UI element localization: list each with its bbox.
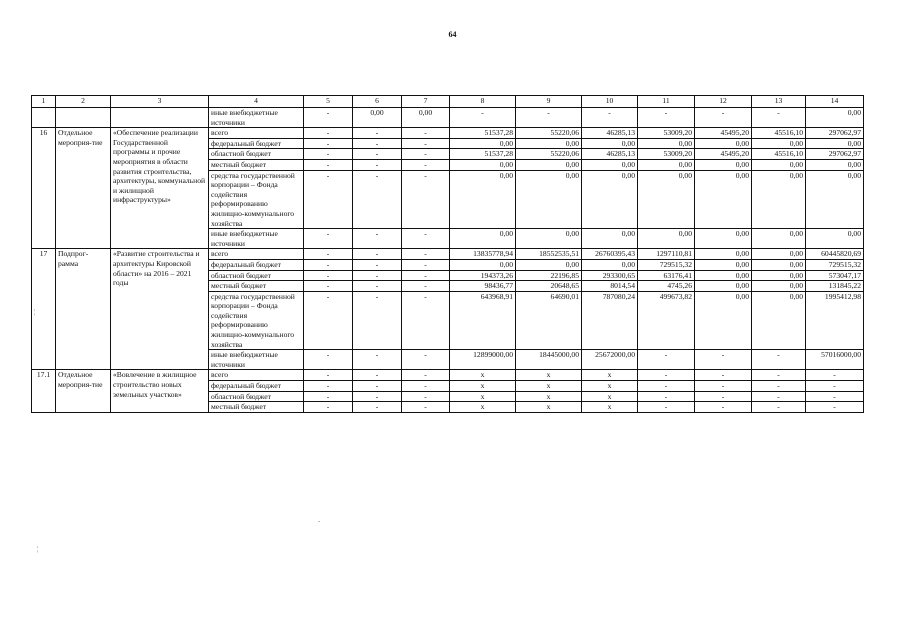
- funding-source: федеральный бюджет: [209, 138, 304, 149]
- item-number: 17: [32, 249, 56, 370]
- value-cell: -: [638, 391, 695, 402]
- value-cell: -: [402, 149, 450, 160]
- value-cell: 25672000,00: [582, 350, 638, 370]
- column-header: 1: [32, 96, 56, 108]
- value-cell: 787080,24: [582, 291, 638, 350]
- value-cell: 643968,91: [450, 291, 516, 350]
- value-cell: -: [638, 381, 695, 392]
- value-cell: -: [402, 229, 450, 249]
- value-cell: 0,00: [516, 259, 582, 270]
- value-cell: -: [695, 370, 752, 381]
- value-cell: -: [638, 402, 695, 413]
- budget-table: [31, 95, 864, 413]
- value-cell: 499673,82: [638, 291, 695, 350]
- value-cell: -: [402, 270, 450, 281]
- column-header: 5: [304, 96, 353, 108]
- value-cell: 45495,20: [695, 149, 752, 160]
- value-cell: 0,00: [582, 138, 638, 149]
- funding-source: областной бюджет: [209, 149, 304, 160]
- value-cell: -: [402, 350, 450, 370]
- value-cell: 1297110,81: [638, 249, 695, 260]
- value-cell: 13835778,94: [450, 249, 516, 260]
- funding-source: иные внебюджетные источники: [209, 229, 304, 249]
- value-cell: 45516,10: [752, 128, 806, 139]
- funding-source: всего: [209, 128, 304, 139]
- value-cell: -: [638, 350, 695, 370]
- value-cell: -: [752, 381, 806, 392]
- value-cell: 293300,65: [582, 270, 638, 281]
- column-header: 12: [695, 96, 752, 108]
- value-cell: 0,00: [752, 159, 806, 170]
- value-cell: -: [353, 138, 402, 149]
- value-cell: -: [353, 170, 402, 229]
- value-cell: x: [450, 391, 516, 402]
- value-cell: -: [304, 159, 353, 170]
- funding-source: местный бюджет: [209, 281, 304, 292]
- value-cell: -: [304, 291, 353, 350]
- value-cell: -: [304, 108, 353, 128]
- value-cell: x: [582, 381, 638, 392]
- value-cell: 0,00: [752, 281, 806, 292]
- funding-source: областной бюджет: [209, 391, 304, 402]
- value-cell: -: [304, 281, 353, 292]
- value-cell: x: [450, 381, 516, 392]
- value-cell: -: [752, 402, 806, 413]
- value-cell: 63176,41: [638, 270, 695, 281]
- value-cell: -: [353, 370, 402, 381]
- value-cell: -: [304, 229, 353, 249]
- value-cell: 0,00: [752, 270, 806, 281]
- margin-mark: -: [318, 517, 321, 525]
- value-cell: 0,00: [806, 138, 864, 149]
- value-cell: -: [402, 391, 450, 402]
- column-header: 4: [209, 96, 304, 108]
- funding-source: всего: [209, 370, 304, 381]
- value-cell: 22196,85: [516, 270, 582, 281]
- value-cell: 45495,20: [695, 128, 752, 139]
- value-cell: -: [402, 159, 450, 170]
- cell-empty: [111, 108, 209, 128]
- value-cell: 46285,13: [582, 128, 638, 139]
- value-cell: 0,00: [638, 138, 695, 149]
- value-cell: x: [582, 370, 638, 381]
- funding-source: всего: [209, 249, 304, 260]
- value-cell: 0,00: [752, 229, 806, 249]
- value-cell: 0,00: [806, 170, 864, 229]
- page-number: 64: [448, 30, 457, 39]
- value-cell: 0,00: [582, 170, 638, 229]
- value-cell: 0,00: [402, 108, 450, 128]
- value-cell: -: [695, 108, 752, 128]
- value-cell: 0,00: [516, 229, 582, 249]
- value-cell: -: [353, 381, 402, 392]
- value-cell: 0,00: [516, 138, 582, 149]
- funding-source: средства государственной корпорации – Фонда содействия реформированию жилищно-коммунального хозяйства: [209, 170, 304, 229]
- value-cell: 55220,06: [516, 128, 582, 139]
- value-cell: 297062,97: [806, 149, 864, 160]
- value-cell: 12899000,00: [450, 350, 516, 370]
- column-header: 10: [582, 96, 638, 108]
- value-cell: 46285,13: [582, 149, 638, 160]
- value-cell: 0,00: [752, 259, 806, 270]
- value-cell: 45516,10: [752, 149, 806, 160]
- value-cell: -: [402, 370, 450, 381]
- margin-mark: ¦: [37, 545, 39, 553]
- value-cell: x: [450, 402, 516, 413]
- value-cell: 0,00: [638, 229, 695, 249]
- column-header: 8: [450, 96, 516, 108]
- value-cell: -: [638, 370, 695, 381]
- value-cell: 18552535,51: [516, 249, 582, 260]
- value-cell: -: [695, 350, 752, 370]
- value-cell: 55220,06: [516, 149, 582, 160]
- value-cell: -: [402, 281, 450, 292]
- value-cell: 194373,26: [450, 270, 516, 281]
- column-header: 6: [353, 96, 402, 108]
- value-cell: -: [304, 391, 353, 402]
- value-cell: -: [304, 138, 353, 149]
- item-number: 16: [32, 128, 56, 249]
- value-cell: -: [402, 249, 450, 260]
- value-cell: 0,00: [752, 249, 806, 260]
- value-cell: 4745,26: [638, 281, 695, 292]
- value-cell: -: [304, 381, 353, 392]
- value-cell: -: [304, 149, 353, 160]
- value-cell: -: [695, 402, 752, 413]
- value-cell: 0,00: [752, 138, 806, 149]
- value-cell: 0,00: [695, 291, 752, 350]
- value-cell: -: [752, 370, 806, 381]
- value-cell: -: [402, 128, 450, 139]
- table-row: [32, 128, 864, 139]
- value-cell: 64690,01: [516, 291, 582, 350]
- value-cell: 0,00: [695, 170, 752, 229]
- value-cell: 0,00: [516, 159, 582, 170]
- item-type: Отдельное мероприя-тие: [56, 370, 111, 412]
- value-cell: -: [304, 249, 353, 260]
- value-cell: x: [516, 370, 582, 381]
- value-cell: -: [304, 370, 353, 381]
- value-cell: 729515,32: [806, 259, 864, 270]
- value-cell: -: [752, 391, 806, 402]
- item-type: Отдельное мероприя-тие: [56, 128, 111, 249]
- value-cell: 0,00: [450, 138, 516, 149]
- value-cell: 1995412,98: [806, 291, 864, 350]
- value-cell: 0,00: [450, 159, 516, 170]
- value-cell: -: [450, 108, 516, 128]
- value-cell: 0,00: [806, 229, 864, 249]
- value-cell: 0,00: [582, 259, 638, 270]
- value-cell: 0,00: [695, 229, 752, 249]
- value-cell: 0,00: [582, 229, 638, 249]
- value-cell: 0,00: [695, 281, 752, 292]
- funding-source: иные внебюджетные источники: [209, 350, 304, 370]
- value-cell: -: [402, 402, 450, 413]
- column-header: 11: [638, 96, 695, 108]
- value-cell: -: [353, 229, 402, 249]
- value-cell: x: [450, 370, 516, 381]
- value-cell: -: [304, 128, 353, 139]
- value-cell: -: [402, 138, 450, 149]
- value-cell: -: [402, 259, 450, 270]
- value-cell: 131845,22: [806, 281, 864, 292]
- value-cell: 0,00: [353, 108, 402, 128]
- value-cell: -: [353, 128, 402, 139]
- value-cell: 51537,28: [450, 149, 516, 160]
- value-cell: -: [638, 108, 695, 128]
- value-cell: -: [582, 108, 638, 128]
- value-cell: x: [516, 391, 582, 402]
- item-type: Подпрог-рамма: [56, 249, 111, 370]
- value-cell: -: [516, 108, 582, 128]
- value-cell: -: [695, 381, 752, 392]
- value-cell: 0,00: [638, 170, 695, 229]
- value-cell: 573047,17: [806, 270, 864, 281]
- funding-source: федеральный бюджет: [209, 259, 304, 270]
- value-cell: -: [752, 108, 806, 128]
- cell-empty: [32, 108, 56, 128]
- item-number: 17.1: [32, 370, 56, 412]
- funding-source: местный бюджет: [209, 402, 304, 413]
- value-cell: 0,00: [695, 138, 752, 149]
- value-cell: -: [353, 149, 402, 160]
- item-name: «Обеспечение реализации Государственной программы и прочие мероприятия в области развития строительства, архитектуры, коммунальной и жилищной инфраструктуры»: [111, 128, 209, 249]
- value-cell: -: [353, 270, 402, 281]
- value-cell: -: [353, 249, 402, 260]
- value-cell: 98436,77: [450, 281, 516, 292]
- value-cell: -: [353, 402, 402, 413]
- value-cell: -: [402, 381, 450, 392]
- value-cell: 0,00: [450, 259, 516, 270]
- value-cell: x: [582, 391, 638, 402]
- value-cell: 8014,54: [582, 281, 638, 292]
- column-header: 7: [402, 96, 450, 108]
- value-cell: -: [402, 170, 450, 229]
- value-cell: -: [806, 370, 864, 381]
- value-cell: -: [304, 259, 353, 270]
- funding-source: иные внебюджетные источники: [209, 108, 304, 128]
- table-row: [32, 108, 864, 128]
- value-cell: 0,00: [806, 159, 864, 170]
- value-cell: -: [304, 170, 353, 229]
- value-cell: 57016000,00: [806, 350, 864, 370]
- value-cell: -: [353, 259, 402, 270]
- value-cell: -: [304, 402, 353, 413]
- value-cell: 0,00: [695, 159, 752, 170]
- value-cell: -: [353, 291, 402, 350]
- value-cell: x: [516, 381, 582, 392]
- value-cell: 0,00: [695, 270, 752, 281]
- funding-source: средства государственной корпорации – Фонда содействия реформированию жилищно-коммунального хозяйства: [209, 291, 304, 350]
- value-cell: 0,00: [752, 291, 806, 350]
- value-cell: 51537,28: [450, 128, 516, 139]
- value-cell: 0,00: [450, 170, 516, 229]
- value-cell: 0,00: [806, 108, 864, 128]
- header-row: [32, 96, 864, 108]
- value-cell: -: [353, 159, 402, 170]
- column-header: 3: [111, 96, 209, 108]
- value-cell: 0,00: [695, 249, 752, 260]
- value-cell: -: [402, 291, 450, 350]
- value-cell: 0,00: [582, 159, 638, 170]
- value-cell: 0,00: [695, 259, 752, 270]
- value-cell: -: [353, 281, 402, 292]
- item-name: «Развитие строительства и архитектуры Кировской области» на 2016 – 2021 годы: [111, 249, 209, 370]
- value-cell: 53009,20: [638, 128, 695, 139]
- value-cell: 18445000,00: [516, 350, 582, 370]
- value-cell: 60445820,69: [806, 249, 864, 260]
- cell-empty: [56, 108, 111, 128]
- funding-source: местный бюджет: [209, 159, 304, 170]
- value-cell: 729515,32: [638, 259, 695, 270]
- funding-source: областной бюджет: [209, 270, 304, 281]
- value-cell: -: [695, 391, 752, 402]
- value-cell: 26760395,43: [582, 249, 638, 260]
- item-name: «Вовлечение в жилищное строительство новых земельных участков»: [111, 370, 209, 412]
- column-header: 9: [516, 96, 582, 108]
- value-cell: x: [516, 402, 582, 413]
- column-header: 13: [752, 96, 806, 108]
- margin-mark: ¦: [34, 308, 36, 316]
- value-cell: -: [304, 350, 353, 370]
- value-cell: x: [582, 402, 638, 413]
- value-cell: -: [353, 391, 402, 402]
- table-row: [32, 370, 864, 381]
- value-cell: -: [806, 402, 864, 413]
- value-cell: 0,00: [638, 159, 695, 170]
- value-cell: 53009,20: [638, 149, 695, 160]
- table-row: [32, 249, 864, 260]
- value-cell: -: [806, 381, 864, 392]
- column-header: 14: [806, 96, 864, 108]
- column-header: 2: [56, 96, 111, 108]
- value-cell: -: [353, 350, 402, 370]
- value-cell: 0,00: [450, 229, 516, 249]
- value-cell: 297062,97: [806, 128, 864, 139]
- value-cell: 20648,65: [516, 281, 582, 292]
- value-cell: -: [304, 270, 353, 281]
- value-cell: 0,00: [516, 170, 582, 229]
- funding-source: федеральный бюджет: [209, 381, 304, 392]
- value-cell: -: [752, 350, 806, 370]
- value-cell: 0,00: [752, 170, 806, 229]
- value-cell: -: [806, 391, 864, 402]
